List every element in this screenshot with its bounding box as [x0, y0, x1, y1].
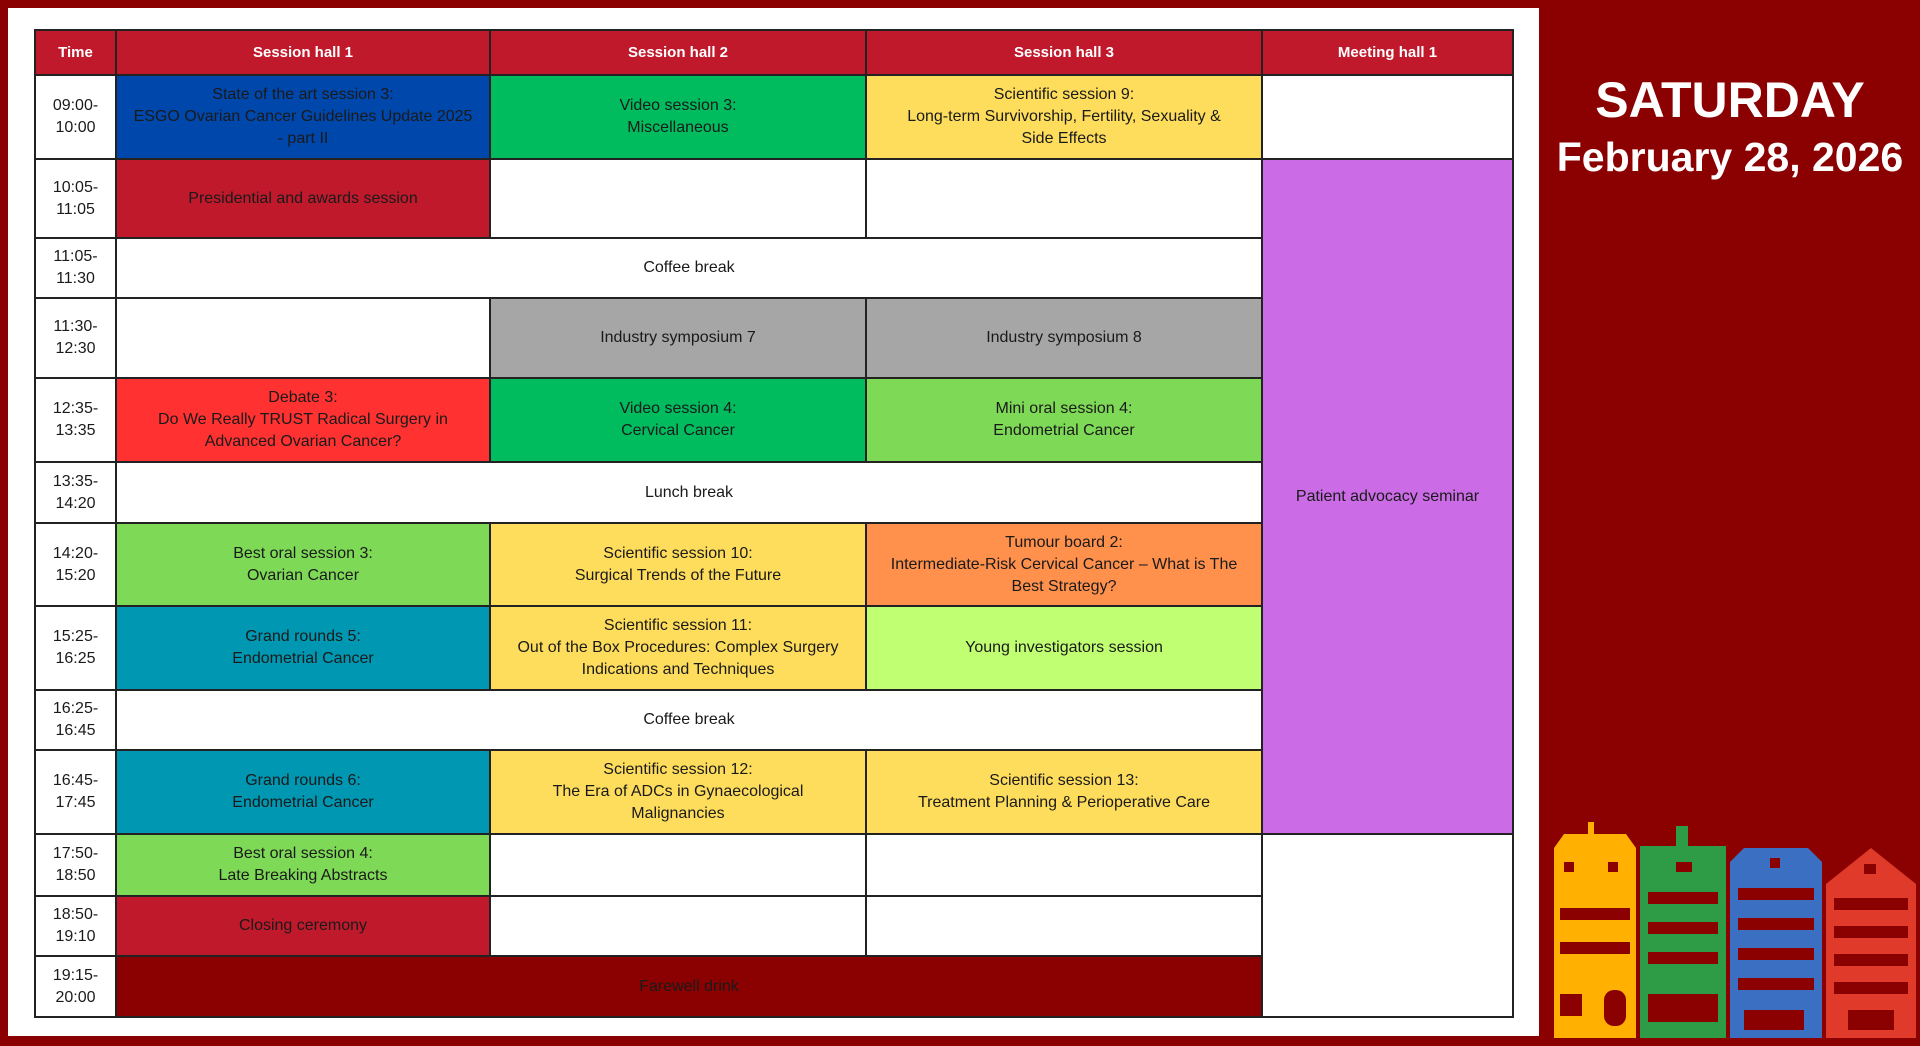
- empty-cell: [490, 834, 866, 896]
- patient-advocacy-cell: Patient advocacy seminar: [1262, 159, 1513, 834]
- time-slot: 16:25- 16:45: [35, 690, 116, 750]
- time-slot: 18:50- 19:10: [35, 896, 116, 956]
- time-slot: 09:00- 10:00: [35, 75, 116, 159]
- session-cell: Scientific session 11: Out of the Box Procedures: Complex Surgery Indications and Techniques: [490, 606, 866, 690]
- session-cell: State of the art session 3: ESGO Ovarian Cancer Guidelines Update 2025 - part II: [116, 75, 490, 159]
- session-cell: Scientific session 13: Treatment Planning & Perioperative Care: [866, 750, 1262, 834]
- empty-cell: [490, 159, 866, 238]
- date-title: February 28, 2026: [1556, 134, 1904, 180]
- day-title: SATURDAY: [1595, 72, 1865, 128]
- session-cell: Young investigators session: [866, 606, 1262, 690]
- session-cell: Grand rounds 5: Endometrial Cancer: [116, 606, 490, 690]
- session-cell: Best oral session 3: Ovarian Cancer: [116, 523, 490, 606]
- session-cell: Grand rounds 6: Endometrial Cancer: [116, 750, 490, 834]
- time-slot: 17:50- 18:50: [35, 834, 116, 896]
- time-slot: 11:05- 11:30: [35, 238, 116, 298]
- time-slot: 10:05- 11:05: [35, 159, 116, 238]
- column-header-session-hall-2: Session hall 2: [490, 30, 866, 75]
- session-cell: Industry symposium 8: [866, 298, 1262, 378]
- time-slot: 14:20- 15:20: [35, 523, 116, 606]
- empty-cell: [1262, 75, 1513, 159]
- column-header-time: Time: [35, 30, 116, 75]
- empty-cell: [116, 298, 490, 378]
- time-slot: 19:15- 20:00: [35, 956, 116, 1017]
- empty-cell: [866, 834, 1262, 896]
- header-row: [35, 30, 1513, 75]
- yellow-house-icon: [1554, 822, 1636, 1038]
- session-cell: Closing ceremony: [116, 896, 490, 956]
- column-header-meeting-hall-1: Meeting hall 1: [1262, 30, 1513, 75]
- session-cell: Scientific session 12: The Era of ADCs in Gynaecological Malignancies: [490, 750, 866, 834]
- session-cell: Video session 4: Cervical Cancer: [490, 378, 866, 462]
- break-cell: Lunch break: [116, 462, 1262, 523]
- session-cell: Industry symposium 7: [490, 298, 866, 378]
- column-header-session-hall-3: Session hall 3: [866, 30, 1262, 75]
- empty-cell: [1262, 834, 1513, 1017]
- session-cell: Tumour board 2: Intermediate-Risk Cervical Cancer – What is The Best Strategy?: [866, 523, 1262, 606]
- red-house-icon: [1826, 848, 1916, 1038]
- session-cell: Scientific session 9: Long-term Survivorship, Fertility, Sexuality & Side Effects: [866, 75, 1262, 159]
- break-cell: Coffee break: [116, 690, 1262, 750]
- farewell-cell: Farewell drink: [116, 956, 1262, 1017]
- time-slot: 16:45- 17:45: [35, 750, 116, 834]
- time-slot: 13:35- 14:20: [35, 462, 116, 523]
- empty-cell: [490, 896, 866, 956]
- time-slot: 11:30- 12:30: [35, 298, 116, 378]
- time-slot: 15:25- 16:25: [35, 606, 116, 690]
- table-row: [35, 834, 1513, 896]
- date-heading: [1540, 70, 1920, 184]
- session-cell: Mini oral session 4: Endometrial Cancer: [866, 378, 1262, 462]
- blue-house-icon: [1730, 848, 1822, 1038]
- empty-cell: [866, 159, 1262, 238]
- column-header-session-hall-1: Session hall 1: [116, 30, 490, 75]
- session-cell: Scientific session 10: Surgical Trends of the Future: [490, 523, 866, 606]
- session-cell: Debate 3: Do We Really TRUST Radical Surgery in Advanced Ovarian Cancer?: [116, 378, 490, 462]
- table-row: [35, 75, 1513, 159]
- townhouses-illustration: [1548, 818, 1918, 1038]
- time-slot: 12:35- 13:35: [35, 378, 116, 462]
- schedule-table: [34, 29, 1514, 1018]
- green-house-icon: [1640, 826, 1726, 1038]
- break-cell: Coffee break: [116, 238, 1262, 298]
- session-cell: Best oral session 4: Late Breaking Abstracts: [116, 834, 490, 896]
- empty-cell: [866, 896, 1262, 956]
- session-cell: Video session 3: Miscellaneous: [490, 75, 866, 159]
- table-row: [35, 159, 1513, 238]
- session-cell: Presidential and awards session: [116, 159, 490, 238]
